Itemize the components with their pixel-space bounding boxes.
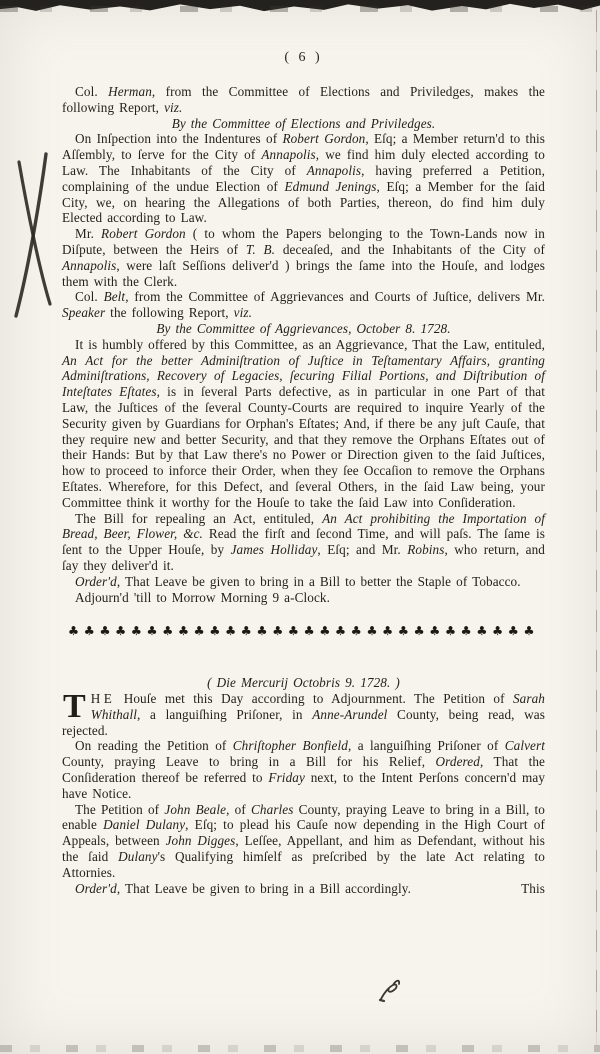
text-segment: , having preferred a Petition, complaining of the undue Election of bbox=[62, 162, 545, 194]
handwritten-x-mark bbox=[8, 150, 60, 320]
italic-text-segment: Speaker bbox=[62, 305, 106, 321]
italic-text-segment: viz. bbox=[233, 305, 253, 321]
text-segment: On Inſpection into the Indentures of bbox=[75, 131, 283, 147]
italic-text-segment: Robert Gordon bbox=[282, 131, 366, 147]
italic-text-segment: T. B. bbox=[245, 241, 276, 257]
text-segment: HE bbox=[90, 691, 116, 707]
text-segment: 's Qualifying himſelf as preſcribed by the late Act relating to Attornies. bbox=[62, 849, 545, 880]
text-segment: , from the Committee of Elections and Priviledges, makes the following Report, bbox=[62, 84, 545, 115]
text-segment: Mr. bbox=[75, 226, 102, 242]
italic-text-segment: An Act for the better Adminiſtration of Juſtice in Teſtamentary Affairs, granting Adminiſtrations, Recovery of Legacies, ſecuring Filial Portions, and Diſtribution of Inteſtates Eſtates bbox=[62, 352, 545, 400]
ink-scribble-mark bbox=[376, 976, 406, 1004]
page-number: ( 6 ) bbox=[284, 50, 323, 65]
italic-text-segment: Order'd bbox=[75, 880, 117, 896]
italic-text-segment: Charles bbox=[251, 801, 294, 817]
text-segment: , a languiſhing Priſoner, in bbox=[137, 706, 313, 722]
text-segment: Adjourn'd 'till to Morrow Morning 9 a-Clock. bbox=[75, 589, 331, 605]
scan-edge-right bbox=[596, 10, 597, 1046]
italic-text-segment: Ordered bbox=[435, 754, 480, 770]
italic-text-segment: Calvert bbox=[504, 738, 545, 754]
italic-text-segment: John Beale bbox=[164, 801, 227, 817]
text-segment: The Petition of bbox=[75, 801, 165, 817]
paragraph-container bbox=[62, 84, 545, 896]
italic-text-segment: Herman bbox=[108, 84, 152, 99]
paragraph-gordon-election bbox=[62, 131, 545, 226]
italic-text-segment: Annapolis bbox=[62, 257, 117, 273]
paragraph-town-lands bbox=[62, 226, 545, 289]
paragraph-house-met bbox=[62, 688, 545, 738]
italic-text-segment: Anne-Arundel bbox=[312, 706, 388, 722]
scan-edge-bottom bbox=[0, 1045, 600, 1052]
catchword: This bbox=[521, 880, 545, 896]
paragraph-bonfield-petition bbox=[62, 738, 545, 801]
scan-edge-top-shadow bbox=[0, 6, 600, 12]
italic-text-segment: An Act prohibiting the Importation of Bread, Beer, Flower, &c. bbox=[62, 510, 546, 542]
text-segment: , of bbox=[226, 801, 252, 817]
text-segment: , That Leave be given to bring in a Bill accordingly. bbox=[116, 880, 411, 896]
text-segment: The Bill for repealing an Act, entituled, bbox=[75, 510, 323, 526]
text-segment: , Eſq; to plead his Cauſe now depending in the High Court of Appeals, between bbox=[62, 817, 545, 849]
text-segment: next, to the Intent Perſons concern'd may have Notice. bbox=[62, 770, 546, 801]
italic-text-segment: James Holliday bbox=[230, 542, 318, 558]
text-segment: Col. bbox=[75, 289, 104, 305]
paragraph-adjournment bbox=[62, 590, 545, 606]
text-segment: County, being read, was rejected. bbox=[62, 706, 545, 738]
text-segment: , a languiſhing Priſoner of bbox=[347, 738, 505, 754]
paragraph-repeal-bill bbox=[62, 511, 545, 574]
report-heading-aggrievances bbox=[62, 321, 545, 337]
italic-text-segment: Chriſtopher Bonfield bbox=[232, 738, 348, 754]
italic-text-segment: John Digges bbox=[165, 833, 236, 849]
italic-text-segment: Robins bbox=[407, 542, 445, 558]
text-segment: On reading the Petition of bbox=[75, 738, 233, 754]
session-date-heading bbox=[62, 675, 545, 691]
italic-text-segment: By the Committee of Aggrievances, October 8. 1728. bbox=[156, 320, 451, 336]
paragraph-beale-petition bbox=[62, 802, 545, 881]
text-block bbox=[62, 50, 545, 896]
text-segment: , Eſq; a Member for the ſaid City, we, on hearing the Allegations of both Parties, thereon, do find him duly Elected according to Law. bbox=[62, 178, 545, 226]
text-segment: Col. bbox=[75, 84, 109, 99]
italic-text-segment: Belt bbox=[103, 289, 126, 305]
paragraph-tobacco-order bbox=[62, 574, 545, 590]
text-segment: , we find him duly elected according to Law. The Inhabitants of the City of bbox=[62, 147, 545, 178]
paragraph-col-herman bbox=[62, 84, 545, 116]
drop-cap-letter: T bbox=[63, 688, 86, 726]
text-segment: , who return, and ſay they deliver'd it. bbox=[62, 542, 545, 573]
paragraph-final-order bbox=[62, 881, 545, 897]
paragraph-aggrievance-law bbox=[62, 337, 545, 511]
text-segment: , That Leave be given to bring in a Bill to better the Staple of Tobacco. bbox=[116, 573, 521, 589]
text-segment: , from the Committee of Aggrievances and Courts of Juſtice, delivers Mr. bbox=[125, 289, 545, 305]
italic-text-segment: Dulany bbox=[118, 849, 158, 865]
italic-text-segment: Sarah Whithall bbox=[90, 691, 545, 722]
italic-text-segment: Daniel Dulany bbox=[103, 817, 186, 833]
text-segment: , Eſq; and Mr. bbox=[317, 542, 408, 558]
italic-text-segment: ( Die Mercurij Octobris 9. 1728. ) bbox=[207, 675, 400, 691]
italic-text-segment: Order'd bbox=[75, 573, 117, 589]
ornament-divider: ♣♣♣♣♣♣♣♣♣♣♣♣♣♣♣♣♣♣♣♣♣♣♣♣♣♣♣♣♣♣ bbox=[67, 623, 540, 639]
italic-text-segment: Annapolis bbox=[261, 147, 316, 163]
italic-text-segment: Annapolis bbox=[306, 162, 362, 178]
text-segment: the following Report, bbox=[105, 305, 234, 321]
text-segment: deceaſed, and the Inhabitants of the City of bbox=[275, 241, 545, 257]
italic-text-segment: By the Committee of Elections and Priviledges. bbox=[171, 115, 436, 131]
paragraph-col-belt bbox=[62, 289, 545, 321]
text-segment: , were laſt Seſſions deliver'd ) brings the ſame into the Houſe, and lodges them with the Clerk. bbox=[62, 257, 545, 289]
text-segment: , is in ſeveral Parts defective, as in particular in one Part of that Law, the Juſtices of the ſeveral County-Courts are required to inquire Yearly of the Security given by Guardians for Orphan's Eſtates; And, if there be any juſt Cauſe, that they require new and better Security, and that they remove the Orphans Eſtates out of their Hands: But by that Law there's no Power or Direction given to the ſaid Juſtices, how to proceed to inforce their Order, when they ſee Occaſion to remove the Orphans Eſtates. Wherefore, for this Defect, and ſeveral Others, in the ſaid Law being, your Committee think it worthy for the Houſe to take the ſaid Law into Conſideration. bbox=[62, 384, 545, 510]
text-segment: County, praying Leave to bring in a Bill for his Relief, bbox=[62, 754, 436, 770]
italic-text-segment: Edmund Jenings bbox=[284, 178, 377, 194]
text-segment: , Leſſee, Appellant, and him as Defendant, without his the ſaid bbox=[62, 833, 545, 865]
text-segment: Read the firſt and ſecond Time, and will paſs. The ſame is ſent to the Upper Houſe, by bbox=[62, 526, 545, 558]
text-segment: Houſe met this Day according to Adjournment. The Petition of bbox=[115, 691, 513, 707]
italic-text-segment: Robert Gordon bbox=[101, 226, 186, 242]
text-segment: ( to whom the Papers belonging to the Town-Lands now in Diſpute, between the Heirs of bbox=[62, 226, 545, 257]
text-segment: It is humbly offered by this Committee, as an Aggrievance, That the Law, entituled, bbox=[75, 336, 545, 352]
text-segment: , Eſq; a Member return'd to this Aſſembly, to ſerve for the City of bbox=[62, 131, 546, 163]
italic-text-segment: viz. bbox=[164, 99, 183, 115]
report-heading-elections bbox=[62, 116, 545, 132]
italic-text-segment: Friday bbox=[268, 770, 305, 786]
text-segment: , That the Conſideration thereof be referred to bbox=[62, 754, 545, 786]
text-segment: County, praying Leave to bring in a Bill, to enable bbox=[62, 801, 545, 833]
